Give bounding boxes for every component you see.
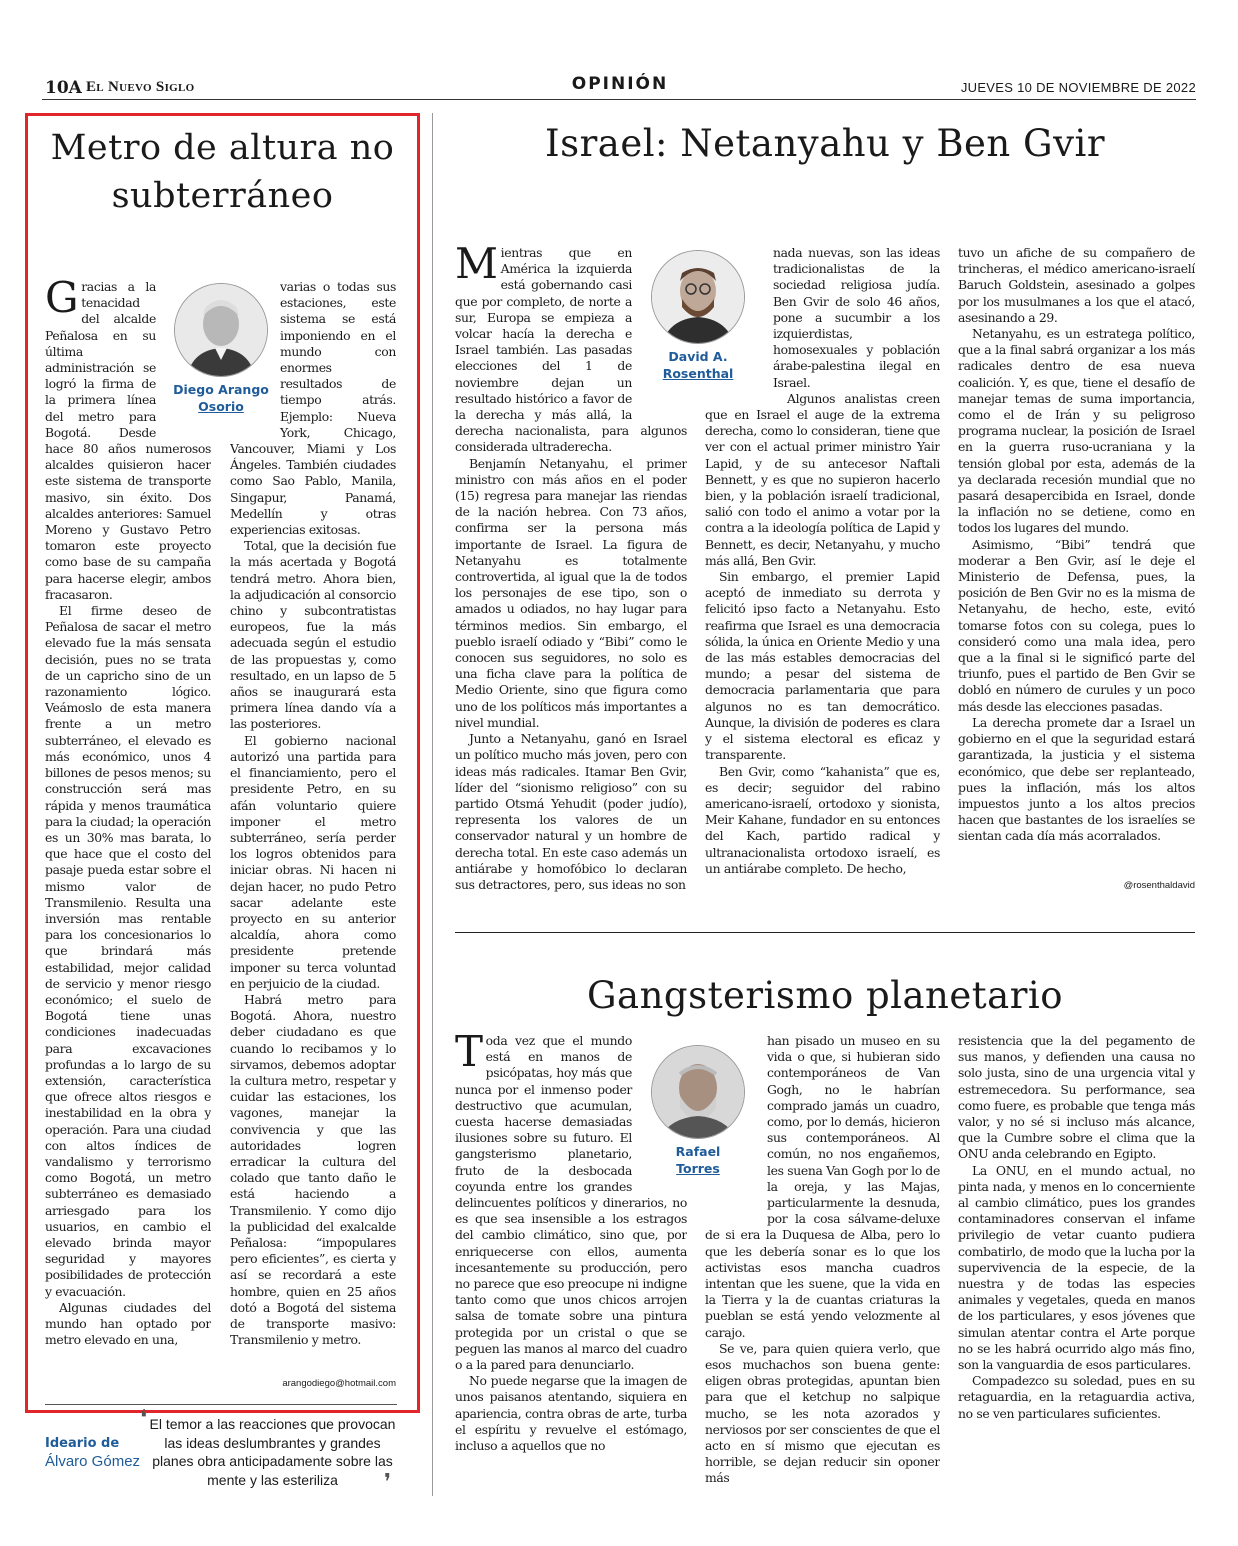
gang-paragraph: resistencia que la del pegamento de sus manos, y defienden una causa no solo justa, sino de una urgencia vital y estremecedora. Su performance, sea como fuere, es probable que tenga más valor, y no sé si incluso más alcance, que la Cumbre sobre el clima que la ONU anda celebrando en Egipto. [958,1033,1195,1162]
israel-column-2 [705,245,940,895]
ideario-name: Álvaro Gómez [45,1453,141,1470]
gang-column-3 [958,1033,1195,1498]
page-number: 10A [45,78,82,98]
ideario-title: Ideario de [45,1436,120,1451]
metro-column-1 [45,279,211,1395]
israel-paragraph: Mientras que en América la izquierda está gobernando casi que por completo, de norte a sur, Europa se empieza a volcar hacía la derecha e Israel también. Las pasadas elecciones del 1 de noviembre dejan un resultado histórico a favor de la derecha y más allá, la derecha nacionalista, para algunos considerada ultraderecha. [455,245,687,455]
author-first-name: Diego Arango [173,382,269,397]
metro-paragraph: Algunas ciudades del mundo han optado por metro elevado en una, [45,1299,211,1348]
gang-paragraph: No puede negarse que la imagen de unos paisanos atentando, siquiera en apariencia, contra obras de arte, turba el espíritu y revuelve el estómago, incluso a aquellos que no [455,1373,687,1454]
israel-column-3 [958,245,1195,875]
issue-date: JUEVES 10 DE NOVIEMBRE DE 2022 [960,80,1196,95]
section-title: OPINIÓN [571,74,669,94]
metro-paragraph: Habrá metro para Bogotá. Ahora, nuestro deber ciudadano es que cuando lo recibamos y lo sirvamos, debemos adoptar la cultura metro, respetar y cuidar las estaciones, los vagones, manejar la convivencia y que las autoridades logren erradicar la cultura del colado que tanto daño le está haciendo a Transmilenio. Y como dijo la publicidad del exalcalde Peñalosa: “impopulares pero eficientes”, es cierta y así se recordará a este hombre, quien en 25 años dotó a Bogotá del sistema de transporte masivo: Transmilenio y metro. [230,991,396,1348]
israel-paragraph: nada nuevas, son las ideas tradicionalistas de la sociedad religiosa judía. Ben Gvir de solo 46 años, pone a sucumbir a los izquierdistas, homosexuales y población árabe-palestina ilegal en Israel. [773,245,940,390]
drop-cap: G [45,279,79,322]
israel-paragraph: Netanyahu, es un estratega político, que a la final sabrá organizar a los más radicales dentro de esa nueva coalición. Y, es que, tiene el desafío de manejar temas de suma importancia, como el de Irán y su peligroso programa nuclear, la posición de Israel en la guerra ruso-ucraniana y la tensión global por esta, además de la ya declarada recesión mundial que no pasará desapercibida en Israel, donde la inflación no se detiene, como en todos los lugares del mundo. [958,326,1195,536]
israel-author-handle[interactable]: @rosenthaldavid [1123,880,1195,891]
ideario-quote: El temor a las reacciones que provocan las ideas deslumbrantes y grandes planes obra anticipadamente sobre las mente y las esteriliza [149,1416,396,1488]
close-quote-icon: ❜ [384,1470,392,1495]
metro-end-rule [45,1404,397,1405]
drop-cap: T [455,1033,483,1076]
israel-paragraph: tuvo un afiche de su compañero de trincheras, el médico americano-israelí Baruch Goldstein, asesinado a golpes por los musulmanes a los que el atacó, asesinando a 29. [958,245,1195,325]
newspaper-name: El Nuevo Siglo [86,79,195,95]
israel-paragraph: Sin embargo, el premier Lapid aceptó de inmediato su derrota y felicitó ipso facto a Netanyahu. Esto reafirma que Israel es una democracia sólida, la única en Oriente Medio y una de las más estables democracias del mundo; a pesar del sistema de democracia parlamentaria que para algunos no es tan democrático. Aunque, la división de poderes es clara y el sistema electoral es eficaz y transparente. [705,569,940,763]
metro-paragraph: El firme deseo de Peñalosa de sacar el metro elevado fue la más sensata decisión, pues no se trata de un capricho sino de un razonamiento lógico. Veámoslo de esta manera frente a un metro subterráneo, el elevado es más económico, unos 4 billones de pesos menos; su construcción será mas rápida y menos traumática para la ciudad; la operación es un 30% mas barata, lo que hace que el costo del pasaje pueda estar sobre el mismo valor de Transmilenio. Resulta una inversión mas rentable para los concesionarios lo que brindará más estabilidad, mejor calidad de servicio y menor riesgo económico; el suelo de Bogotá tiene unas condiciones inadecuadas para excavaciones profundas a lo largo de su extensión, característica que ofrece altos riesgos e inestabilidad en la obra y operación. Para una ciudad con altos índices de vandalismo y terrorismo como Bogotá, un metro subterráneo es demasiado arriesgado para los usuarios, en cambio el elevado brinda mayor seguridad y mayores posibilidades de protección y evacuación. [45,603,211,1299]
israel-paragraph: Ben Gvir, como “kahanista” que es, es decir; seguidor del rabino americano-israelí, ortodoxo y sionista, Meir Kahane, fundador en su entonces del Kach, partido radical y ultranacionalista ortodoxo israelí, es un antiárabe completo. De hecho, [705,763,940,876]
israel-paragraph: La derecha promete dar a Israel un gobierno en el que la seguridad estará garantizada, la justicia y el sistema económico, que debe ser replanteado, pues la inflación, más los altos impuestos junto a los altos precios hacen que bastantes de los israelíes se sientan cada día más acorralados. [958,714,1195,844]
article-divider [455,932,1195,933]
metro-paragraph: El gobierno nacional autorizó una partida para el financiamiento, pero el presidente Petro, en su afán voluntario quiere imponer el metro subterráneo, sería perder los logros obtenidos para iniciar obras. Ni hacen ni dejan hacer, no pudo Petro sacar adelante este proyecto en su anterior alcaldía, ahora como presidente pretende imponer su terca voluntad en perjuicio de la ciudad. [230,732,396,991]
metro-paragraph: Total, que la decisión fue la más acertada y Bogotá tendrá metro. Ahora bien, la adjudicación al consorcio chino y subcontratistas europeos, fue la más adecuada según el estudio de las propuestas y, como resultado, en un lapso de 5 años se inaugurará esta primera línea dando vía a las posteriores. [230,538,396,732]
author-first-name: David A. [668,349,728,364]
open-quote-icon: ❛ [140,1406,148,1431]
gang-paragraph: han pisado un museo en su vida o que, si hubieran sido contemporáneos de Van Gogh, no le habrían comprado jamás un cuadro, como, por lo demás, hicieron sus contemporáneos. Al común, no nos engañemos, les suena Van Gogh por lo de la oreja, y las Majas, particularmente la desnuda, por la cosa sálvame-deluxe de si era la Duquesa de Alba, pero lo que les debería sonar es lo que los activistas esos mancha cuadros intentan que les suene, que la vida en la Tierra y la de cuantas criaturas la pueblan se está yendo velozmente al carajo. [705,1033,940,1340]
author-first-name: Rafael [675,1144,721,1159]
author-last-name: Torres [676,1161,720,1176]
author-last-name: Osorio [198,399,244,414]
gang-headline: Gangsterismo planetario [586,974,1064,1017]
israel-paragraph: Benjamín Netanyahu, el primer ministro con más años en el poder (15) regresa para manejar las riendas de la nación hebrea. Con 73 años, confirma ser la persona más importante de Israel. La figura de Netanyahu es totalmente controvertida, al igual que la de todos los personajes de ese tipo, son o amados u odiados, no hay lugar para términos medios. Sin embargo, el pueblo israelí odiado y “Bibi” como le conocen sus seguidores, no solo es una ficha clave para la política de Medio Oriente, sino que figura como uno de los políticos más importantes a nivel mundial. [455,455,687,730]
gang-paragraph: Toda vez que el mundo está en manos de psicópatas, hoy más que nunca por el inmenso poder destructivo que acumulan, cuesta hacerse demasiadas ilusiones sobre su futuro. El gangsterismo planetario, fruto de la desbocada coyunda entre los grandes delincuentes políticos y dinerarios, no es que sea insensible a los estragos del cambio climático, sino que, por enriquecerse con ellos, aumenta incesantemente su producción, pero no parece que eso preocupe ni indigne tanto como que unos chicos arrojen salsa de tomate sobre una pintura protegida por un cristal o que se peguen las manos al marco del cuadro o a la pared para denunciarlo. [455,1033,687,1373]
metro-author-email[interactable]: arangodiego@hotmail.com [282,1378,396,1389]
gang-paragraph: Se ve, para quien quiera verlo, que esos muchachos son buena gente: eligen obras protegidas, apuntan bien para que el ketchup no salpique mucho, se les nota azorados y nerviosos por ser conscientes de que el acto en sí mismo que ejecutan es horrible, se dejan reducir sin oponer más [705,1340,940,1486]
israel-paragraph: Algunos analistas creen que en Israel el auge de la extrema derecha, como lo consideran, tiene que ver con el actual primer ministro Yair Lapid, y de su antecesor Naftali Bennett, y es que no supieron hacerlo bien, y la población israelí tradicional, salió con todo el animo a votar por la contra a la ideología política de Lapid y Bennett, es decir, Netanyahu, y mucho más allá, Ben Gvir. [705,390,940,568]
metro-column-2 [230,279,396,1364]
gang-column-2 [705,1033,940,1498]
israel-headline: Israel: Netanyahu y Ben Gvir [544,122,1106,165]
column-divider [432,113,433,1496]
author-last-name: Rosenthal [662,366,734,381]
gang-column-1 [455,1033,687,1498]
gang-paragraph: La ONU, en el mundo actual, no pinta nada, y menos en lo concerniente al cambio climático, pues los grandes contaminadores conservan el infame privilegio de vetar cuanto pudiera combatirlo, de modo que la lucha por la supervivencia de la especie, de la nuestra y de todas las especies animales y vegetales, queda en manos de los particulares, y esos jóvenes que simulan atentar contra el Arte porque no se les habrá ocurrido algo más fino, son la vanguardia de esos particulares. [958,1162,1195,1373]
metro-paragraph: varias o todas sus estaciones, este sistema se está imponiendo en el mundo con enormes resultados de tiempo atrás. Ejemplo: Nueva York, Chicago, Vancouver, Miami y Los Ángeles. También ciudades como Sao Pablo, Manila, Singapur, Panamá, Medellín y otras experiencias exitosas. [230,279,396,538]
drop-cap: M [455,245,498,288]
israel-column-1 [455,245,687,895]
gang-paragraph: Compadezco su soledad, pues en su retaguardia, en la retaguardia activa, no se ven particulares suficientes. [958,1373,1195,1421]
israel-paragraph: Asimismo, “Bibi” tendrá que moderar a Ben Gvir, así le deje el Ministerio de Defensa, pues, la posición de Ben Gvir no es la misma de Netanyahu, de hecho, este, evitó tomarse fotos con su colega, pues lo consideró como una mala idea, pero que a la final si le significó parte del triunfo, pues el partido de Ben Gvir se dobló en número de curules y un poco más desde las elecciones pasadas. [958,536,1195,714]
israel-paragraph: Junto a Netanyahu, ganó en Israel un político mucho más joven, pero con ideas más radicales. Itamar Ben Gvir, líder del “sionismo religioso” con su partido Otsmá Yehudit (poder judío), representa los valores de un conservador natural y un hombre de derecha total. En este caso además un antiárabe y homofóbico lo declaran sus detractores, pero, sus ideas no son [455,731,687,892]
header-rule [42,99,1196,100]
metro-paragraph: Gracias a la tenacidad del alcalde Peñalosa en su última administración se logró la firma de la primera línea del metro para Bogotá. Desde hace 80 años numerosos alcaldes quisieron hacer este sistema de transporte masivo, sin éxito. Dos alcaldes anteriores: Samuel Moreno y Gustavo Petro tomaron este proyecto como base de su campaña para hacerse elegir, ambos fracasaron. [45,279,211,602]
metro-headline: Metro de altura no subterráneo [50,128,395,216]
